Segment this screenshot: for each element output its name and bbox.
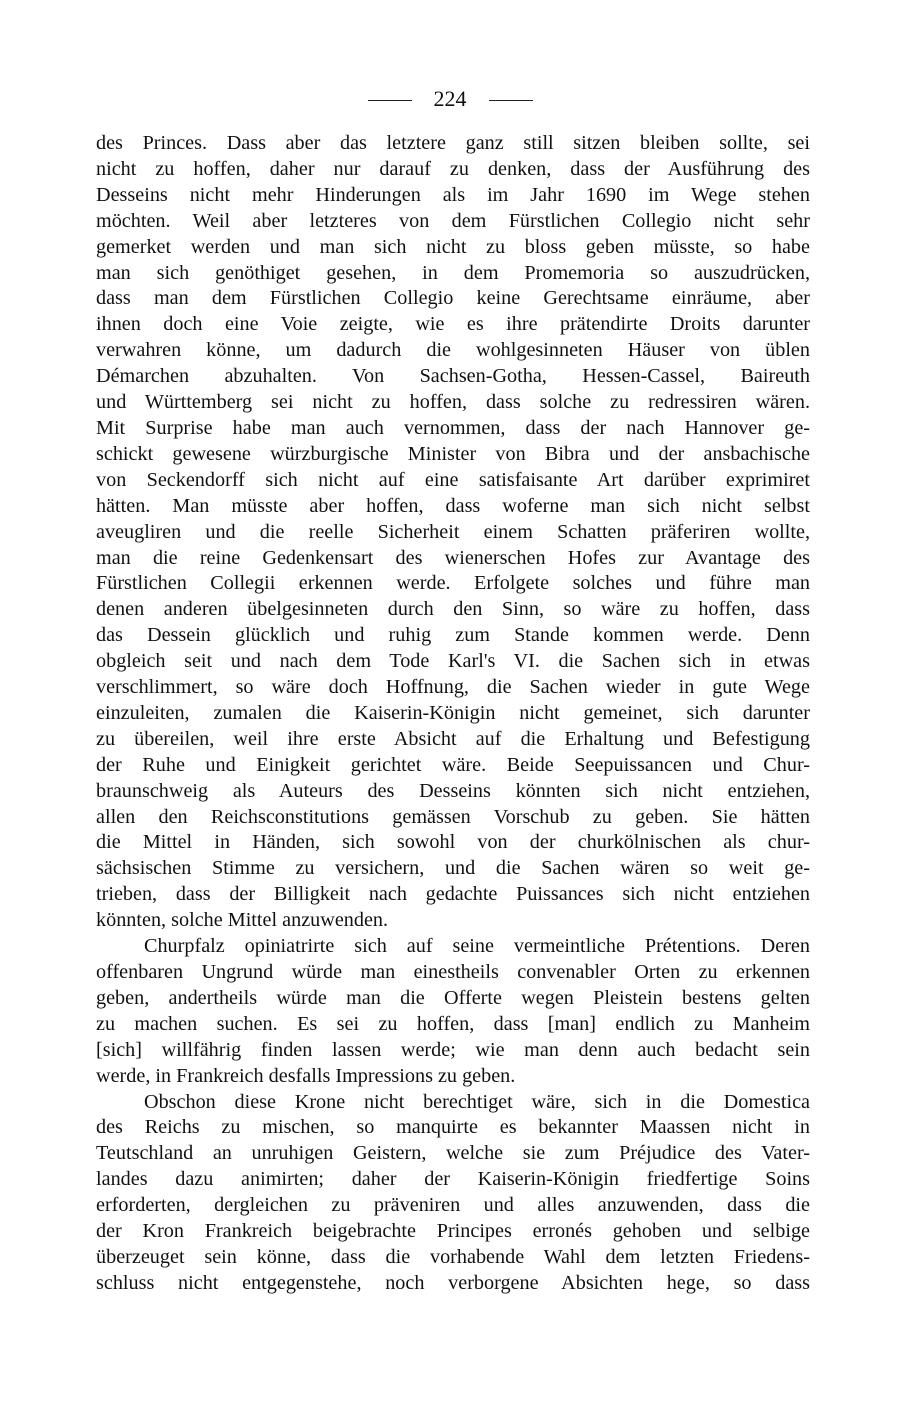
text-line: Teutschland an unruhigen Geistern, welche sie zum Préjudice des Vater- (96, 1142, 810, 1165)
text-line: das Dessein glücklich und ruhig zum Stande kommen werde. Denn (96, 624, 810, 647)
text-line: Mit Surprise habe man auch vernommen, dass der nach Hannover ge- (96, 416, 810, 439)
header-rule-right (489, 100, 533, 101)
text-line: Obschon diese Krone nicht berechtiget wäre, sich in die Domestica (144, 1090, 810, 1113)
text-line: dass man dem Fürstlichen Collegio keine Gerechtsame einräume, aber (96, 287, 810, 310)
page-header (0, 84, 900, 114)
text-line: möchten. Weil aber letzteres von dem Fürstlichen Collegio nicht sehr (96, 209, 810, 232)
text-line: schluss nicht entgegenstehe, noch verborgene Absichten hege, so dass (96, 1271, 810, 1294)
text-line: zu machen suchen. Es sei zu hoffen, dass [man] endlich zu Manheim (96, 1012, 810, 1035)
text-line: könnten, solche Mittel anzuwenden. (96, 909, 389, 932)
text-line: sächsischen Stimme zu versichern, und die Sachen wären so weit ge- (96, 857, 810, 880)
page-body (96, 131, 810, 1297)
text-line: der Kron Frankreich beigebrachte Principes erronés gehoben und selbige (96, 1220, 810, 1243)
text-line: denen anderen übelgesinneten durch den Sinn, so wäre zu hoffen, dass (96, 598, 810, 621)
text-line: allen den Reichsconstitutions gemässen Vorschub zu geben. Sie hätten (96, 805, 810, 828)
paragraph-3 (96, 1090, 810, 1297)
header-rule-left (368, 100, 412, 101)
text-line: trieben, dass der Billigkeit nach gedachte Puissances sich nicht entziehen (96, 883, 810, 906)
text-line: Fürstlichen Collegii erkennen werde. Erfolgete solches und führe man (96, 572, 810, 595)
paragraph-1 (96, 131, 810, 934)
text-line: erforderten, dergleichen zu präveniren und alles anzuwenden, dass die (96, 1194, 810, 1217)
text-line: hätten. Man müsste aber hoffen, dass woferne man sich nicht selbst (96, 494, 810, 517)
text-line: aveugliren und die reelle Sicherheit einem Schatten präferiren wollte, (96, 520, 810, 543)
text-line: überzeuget sein könne, dass die vorhabende Wahl dem letzten Friedens- (96, 1245, 810, 1268)
text-line: von Seckendorff sich nicht auf eine satisfaisante Art darüber exprimiret (96, 468, 810, 491)
text-line: werde, in Frankreich desfalls Impressions zu geben. (96, 1064, 516, 1087)
text-line: geben, andertheils würde man die Offerte wegen Pleistein bestens gelten (96, 986, 810, 1009)
text-line: gemerket werden und man sich nicht zu bloss geben müsste, so habe (96, 235, 810, 258)
text-line: Churpfalz opiniatrirte sich auf seine vermeintliche Prétentions. Deren (144, 935, 810, 958)
text-line: Démarchen abzuhalten. Von Sachsen-Gotha, Hessen-Cassel, Baireuth (96, 365, 810, 388)
text-line: und Württemberg sei nicht zu hoffen, dass solche zu redressiren wären. (96, 391, 810, 414)
text-line: schickt gewesene würzburgische Minister von Bibra und der ansbachische (96, 442, 810, 465)
text-line: landes dazu animirten; daher der Kaiserin-Königin friedfertige Soins (96, 1168, 810, 1191)
text-line: des Princes. Dass aber das letztere ganz still sitzen bleiben sollte, sei (96, 132, 810, 154)
text-line: zu übereilen, weil ihre erste Absicht auf die Erhaltung und Befestigung (96, 727, 810, 750)
text-line: die Mittel in Händen, sich sowohl von der churkölnischen als chur- (96, 831, 810, 854)
text-line: man die reine Gedenkensart des wienerschen Hofes zur Avantage des (96, 546, 810, 569)
text-line: verwahren könne, um dadurch die wohlgesinneten Häuser von üblen (96, 339, 810, 362)
text-line: einzuleiten, zumalen die Kaiserin-Königin nicht gemeinet, sich darunter (96, 701, 810, 724)
text-line: nicht zu hoffen, daher nur darauf zu denken, dass der Ausführung des (96, 157, 810, 180)
paragraph-2 (96, 934, 810, 1089)
text-line: ihnen doch eine Voie zeigte, wie es ihre prätendirte Droits darunter (96, 313, 810, 336)
page-number: 224 (433, 86, 467, 111)
text-line: obgleich seit und nach dem Tode Karl's VI. die Sachen sich in etwas (96, 650, 810, 673)
text-line: man sich genöthiget gesehen, in dem Promemoria so auszudrücken, (96, 261, 810, 284)
text-line: der Ruhe und Einigkeit gerichtet wäre. Beide Seepuissancen und Chur- (96, 753, 810, 776)
text-line: offenbaren Ungrund würde man einestheils convenabler Orten zu erkennen (96, 961, 810, 983)
text-line: verschlimmert, so wäre doch Hoffnung, die Sachen wieder in gute Wege (96, 676, 810, 699)
text-line: [sich] willfährig finden lassen werde; wie man denn auch bedacht sein (96, 1038, 810, 1061)
text-line: des Reichs zu mischen, so manquirte es bekannter Maassen nicht in (96, 1116, 810, 1139)
text-line: Desseins nicht mehr Hinderungen als im Jahr 1690 im Wege stehen (96, 183, 810, 206)
text-line: braunschweig als Auteurs des Desseins könnten sich nicht entziehen, (96, 779, 810, 802)
